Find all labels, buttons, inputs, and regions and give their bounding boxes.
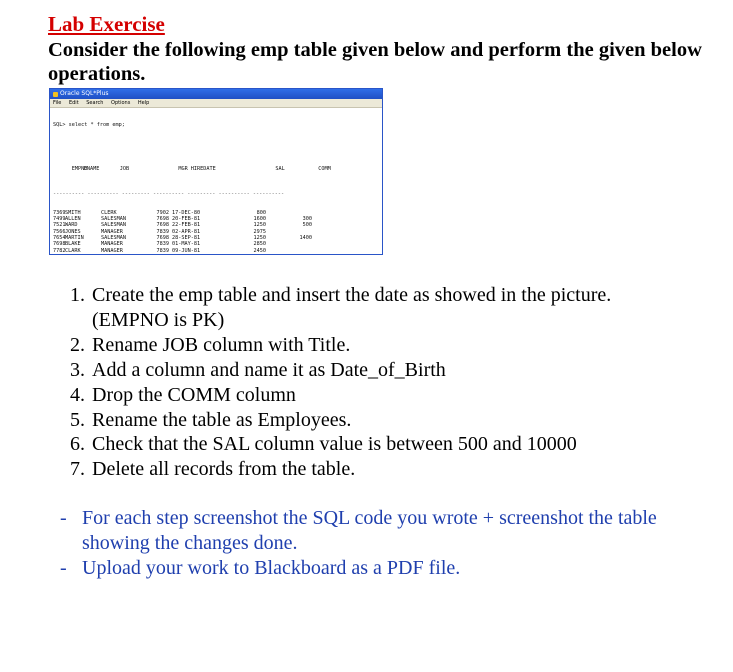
intro-text: Consider the following emp table given below and perform the given below operations. bbox=[48, 39, 702, 85]
cell-hiredate: 20-FEB-81 bbox=[172, 216, 201, 223]
cell-hiredate: 02-APR-81 bbox=[172, 228, 201, 235]
note-bullet: - bbox=[60, 507, 67, 529]
task-item bbox=[70, 333, 690, 358]
col-sal: SAL bbox=[275, 165, 285, 172]
cell-job bbox=[101, 254, 147, 255]
cell-job: MANAGER bbox=[101, 228, 123, 235]
note-item bbox=[60, 506, 680, 556]
menu-file: File bbox=[53, 100, 62, 106]
oracle-app-icon bbox=[53, 92, 58, 97]
sql-command: SQL> select * from emp; bbox=[53, 121, 125, 128]
cell-ename: CLARK bbox=[65, 247, 81, 254]
cell-hiredate: 22-FEB-81 bbox=[172, 222, 201, 229]
task-text: Drop the COMM column bbox=[92, 383, 296, 406]
task-number: 1. bbox=[70, 284, 85, 306]
task-item bbox=[70, 358, 690, 383]
task-item bbox=[70, 383, 690, 408]
cell-sal: 800 bbox=[256, 209, 266, 216]
task-number: 5. bbox=[70, 408, 85, 431]
task-number: 6. bbox=[70, 433, 85, 456]
cell-job: MANAGER bbox=[101, 241, 123, 248]
note-text: For each step screenshot the SQL code you wrote + screenshot the table showing the changes done. bbox=[82, 507, 657, 554]
task-number: 4. bbox=[70, 383, 85, 406]
cell-mgr: 7698 bbox=[156, 216, 169, 223]
task-text: Delete all records from the table. bbox=[92, 458, 356, 481]
col-mgr: MGR bbox=[178, 165, 188, 172]
menu-search: Search bbox=[86, 100, 104, 106]
sqlplus-titlebar bbox=[50, 89, 382, 99]
cell-empno bbox=[53, 254, 63, 255]
task-item bbox=[70, 408, 690, 433]
cell-mgr: 7698 bbox=[156, 222, 169, 229]
cell-empno: 7566 bbox=[53, 228, 66, 235]
task-list bbox=[70, 283, 690, 482]
cell-ename: JONES bbox=[65, 228, 81, 235]
cell-mgr: 7839 bbox=[156, 241, 169, 248]
task-text: Create the emp table and insert the date as showed in the picture. (EMPNO is PK) bbox=[92, 284, 612, 331]
submission-notes bbox=[60, 506, 680, 581]
cell-empno: 7499 bbox=[53, 216, 66, 223]
header-separator: ---------- ---------- --------- ---------- --------- ---------- ---------- bbox=[53, 190, 285, 197]
cell-comm: 1400 bbox=[299, 234, 312, 241]
emp-table-body bbox=[53, 210, 379, 255]
col-comm: COMM bbox=[318, 165, 331, 172]
cell-ename: SMITH bbox=[65, 209, 81, 216]
col-hiredate: HIREDATE bbox=[190, 165, 216, 172]
page-title: Lab Exercise bbox=[48, 12, 165, 36]
cell-hiredate: 09-JUN-81 bbox=[172, 247, 201, 254]
cell-hiredate: 28-SEP-81 bbox=[172, 234, 201, 241]
cell-job: MANAGER bbox=[101, 247, 123, 254]
menu-edit: Edit bbox=[68, 100, 79, 106]
cell-job: SALESMAN bbox=[101, 222, 126, 229]
cell-mgr: 7839 bbox=[156, 228, 169, 235]
task-text: Check that the SAL column value is between 500 and 10000 bbox=[92, 433, 577, 456]
task-number: 7. bbox=[70, 458, 85, 481]
cell-hiredate bbox=[172, 254, 224, 255]
cell-sal: 2850 bbox=[253, 241, 266, 248]
note-item bbox=[60, 556, 680, 581]
cell-ename: WARD bbox=[65, 222, 78, 229]
cell-ename bbox=[65, 254, 101, 255]
task-item bbox=[70, 283, 690, 333]
task-item bbox=[70, 457, 690, 482]
cell-mgr: 7839 bbox=[156, 247, 169, 254]
note-text: Upload your work to Blackboard as a PDF file. bbox=[82, 556, 461, 579]
cell-job: CLERK bbox=[101, 209, 117, 216]
cell-mgr: 7902 bbox=[156, 209, 169, 216]
cell-sal: 1250 bbox=[253, 234, 266, 241]
menu-options: Options bbox=[111, 100, 131, 106]
cell-empno: 7369 bbox=[53, 209, 66, 216]
task-text: Rename JOB column with Title. bbox=[92, 333, 351, 356]
cell-hiredate: 17-DEC-80 bbox=[172, 209, 201, 216]
cell-job: SALESMAN bbox=[101, 216, 126, 223]
emp-table-header bbox=[53, 159, 379, 178]
sqlplus-console bbox=[50, 108, 382, 255]
menu-help: Help bbox=[137, 100, 150, 106]
task-number: 3. bbox=[70, 358, 85, 381]
col-ename: ENAME bbox=[83, 165, 100, 172]
col-job: JOB bbox=[119, 165, 130, 172]
cell-job: SALESMAN bbox=[101, 234, 126, 241]
col-empno: EMPNO bbox=[71, 165, 88, 172]
cell-sal: 2450 bbox=[253, 247, 266, 254]
cell-mgr: 7698 bbox=[156, 234, 169, 241]
cell-ename: MARTIN bbox=[65, 234, 84, 241]
cell-ename: BLAKE bbox=[65, 241, 81, 248]
cell-empno: 7698 bbox=[53, 241, 66, 248]
cell-empno: 7521 bbox=[53, 222, 66, 229]
cell-sal: 1250 bbox=[253, 222, 266, 229]
note-bullet: - bbox=[60, 556, 67, 579]
task-item bbox=[70, 432, 690, 457]
cell-sal: 1600 bbox=[253, 216, 266, 223]
cell-sal bbox=[224, 254, 266, 255]
cell-empno: 7782 bbox=[53, 247, 66, 254]
cell-sal: 2975 bbox=[253, 228, 266, 235]
cell-ename: ALLEN bbox=[65, 216, 81, 223]
sqlplus-menubar bbox=[50, 99, 382, 108]
cell-comm: 500 bbox=[302, 222, 312, 229]
sqlplus-screenshot bbox=[49, 88, 383, 255]
task-number: 2. bbox=[70, 333, 85, 356]
task-text: Rename the table as Employees. bbox=[92, 408, 352, 431]
cell-comm: 300 bbox=[302, 216, 312, 223]
sqlplus-window-title: Oracle SQL*Plus bbox=[60, 90, 109, 97]
table-row bbox=[53, 254, 379, 255]
cell-mgr bbox=[147, 254, 169, 255]
cell-hiredate: 01-MAY-81 bbox=[172, 241, 201, 248]
task-text: Add a column and name it as Date_of_Birth bbox=[92, 358, 446, 381]
cell-empno: 7654 bbox=[53, 234, 66, 241]
